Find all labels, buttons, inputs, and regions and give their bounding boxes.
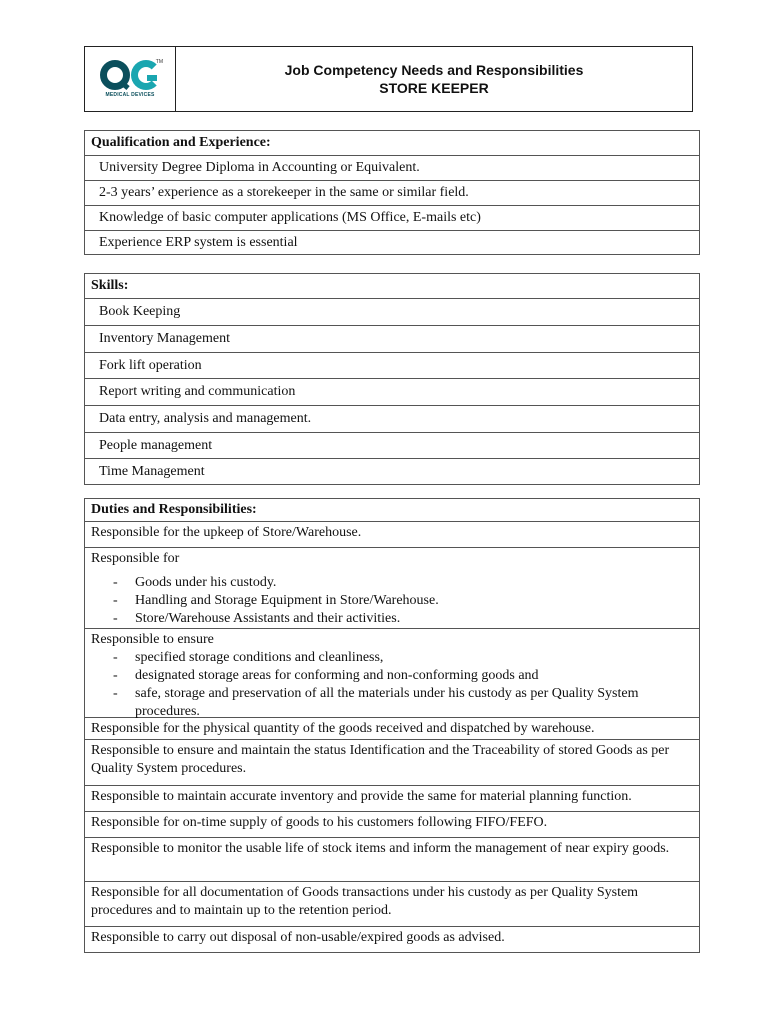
- qualification-item: Experience ERP system is essential: [85, 230, 699, 254]
- skill-item: People management: [85, 432, 699, 458]
- duty-row: [85, 521, 699, 547]
- duty-text: Responsible to ensure: [91, 632, 214, 647]
- company-logo: [85, 47, 176, 111]
- duties-heading: Duties and Responsibilities:: [91, 502, 257, 517]
- duty-text: Responsible for on-time supply of goods to his customers following FIFO/FEFO.: [91, 815, 548, 830]
- logo-subtext: MEDICAL DEVICES: [105, 92, 155, 98]
- skill-item: Book Keeping: [85, 298, 699, 325]
- skill-item: Inventory Management: [85, 325, 699, 352]
- qg-logo-icon: [100, 60, 161, 90]
- duty-text: Responsible to ensure and maintain the status Identification and the Traceability of stored Goods as per Quality System procedures.: [91, 743, 670, 776]
- skill-item: Fork lift operation: [85, 352, 699, 378]
- duty-bullet-list: [91, 649, 655, 721]
- duty-bullet: - designated storage areas for conforming and non-conforming goods and: [113, 668, 539, 683]
- duty-bullet-list: [91, 574, 439, 628]
- qualification-table: [84, 130, 700, 255]
- duty-bullet: - safe, storage and preservation of all the materials under his custody as per Quality System procedures.: [113, 686, 639, 719]
- qualification-item: 2-3 years’ experience as a storekeeper in the same or similar field.: [85, 180, 699, 205]
- header-title-block: [176, 47, 692, 111]
- document-header: [84, 46, 693, 112]
- duty-row: [85, 628, 699, 717]
- duty-row: [85, 811, 699, 837]
- skill-item: Report writing and communication: [85, 378, 699, 405]
- duty-row: [85, 881, 699, 926]
- duty-text: Responsible for the physical quantity of the goods received and dispatched by warehouse.: [91, 721, 595, 736]
- duties-table: [84, 498, 700, 953]
- qualification-item: University Degree Diploma in Accounting or Equivalent.: [85, 155, 699, 180]
- duty-text: Responsible to carry out disposal of non-usable/expired goods as advised.: [91, 930, 505, 945]
- duty-bullet: - Goods under his custody.: [113, 575, 277, 590]
- duty-text: Responsible for the upkeep of Store/Warehouse.: [91, 525, 362, 540]
- duty-bullet: - Store/Warehouse Assistants and their activities.: [113, 611, 401, 626]
- duty-bullet: - specified storage conditions and cleanliness,: [113, 650, 384, 665]
- logo-trademark: TM: [155, 59, 163, 65]
- qualification-heading: Qualification and Experience:: [91, 135, 271, 150]
- duty-text: Responsible to monitor the usable life of stock items and inform the management of near expiry goods.: [91, 841, 670, 856]
- duty-text: Responsible for: [91, 551, 180, 566]
- duty-row: [85, 785, 699, 811]
- job-title: STORE KEEPER: [379, 80, 489, 96]
- skills-table: [84, 273, 700, 485]
- duty-row: [85, 926, 699, 952]
- duty-text: Responsible for all documentation of Goods transactions under his custody as per Quality System procedures and to maintain up to the retention period.: [91, 885, 639, 918]
- duty-row: [85, 739, 699, 785]
- duty-bullet: - Handling and Storage Equipment in Store/Warehouse.: [113, 593, 439, 608]
- skills-heading: Skills:: [91, 278, 129, 293]
- duty-text: Responsible to maintain accurate inventory and provide the same for material planning function.: [91, 789, 632, 804]
- document-title: Job Competency Needs and Responsibilities: [284, 62, 584, 78]
- skill-item: Time Management: [85, 458, 699, 484]
- skill-item: Data entry, analysis and management.: [85, 405, 699, 432]
- duty-row: [85, 837, 699, 881]
- duty-row: [85, 547, 699, 628]
- qualification-item: Knowledge of basic computer applications (MS Office, E-mails etc): [85, 205, 699, 230]
